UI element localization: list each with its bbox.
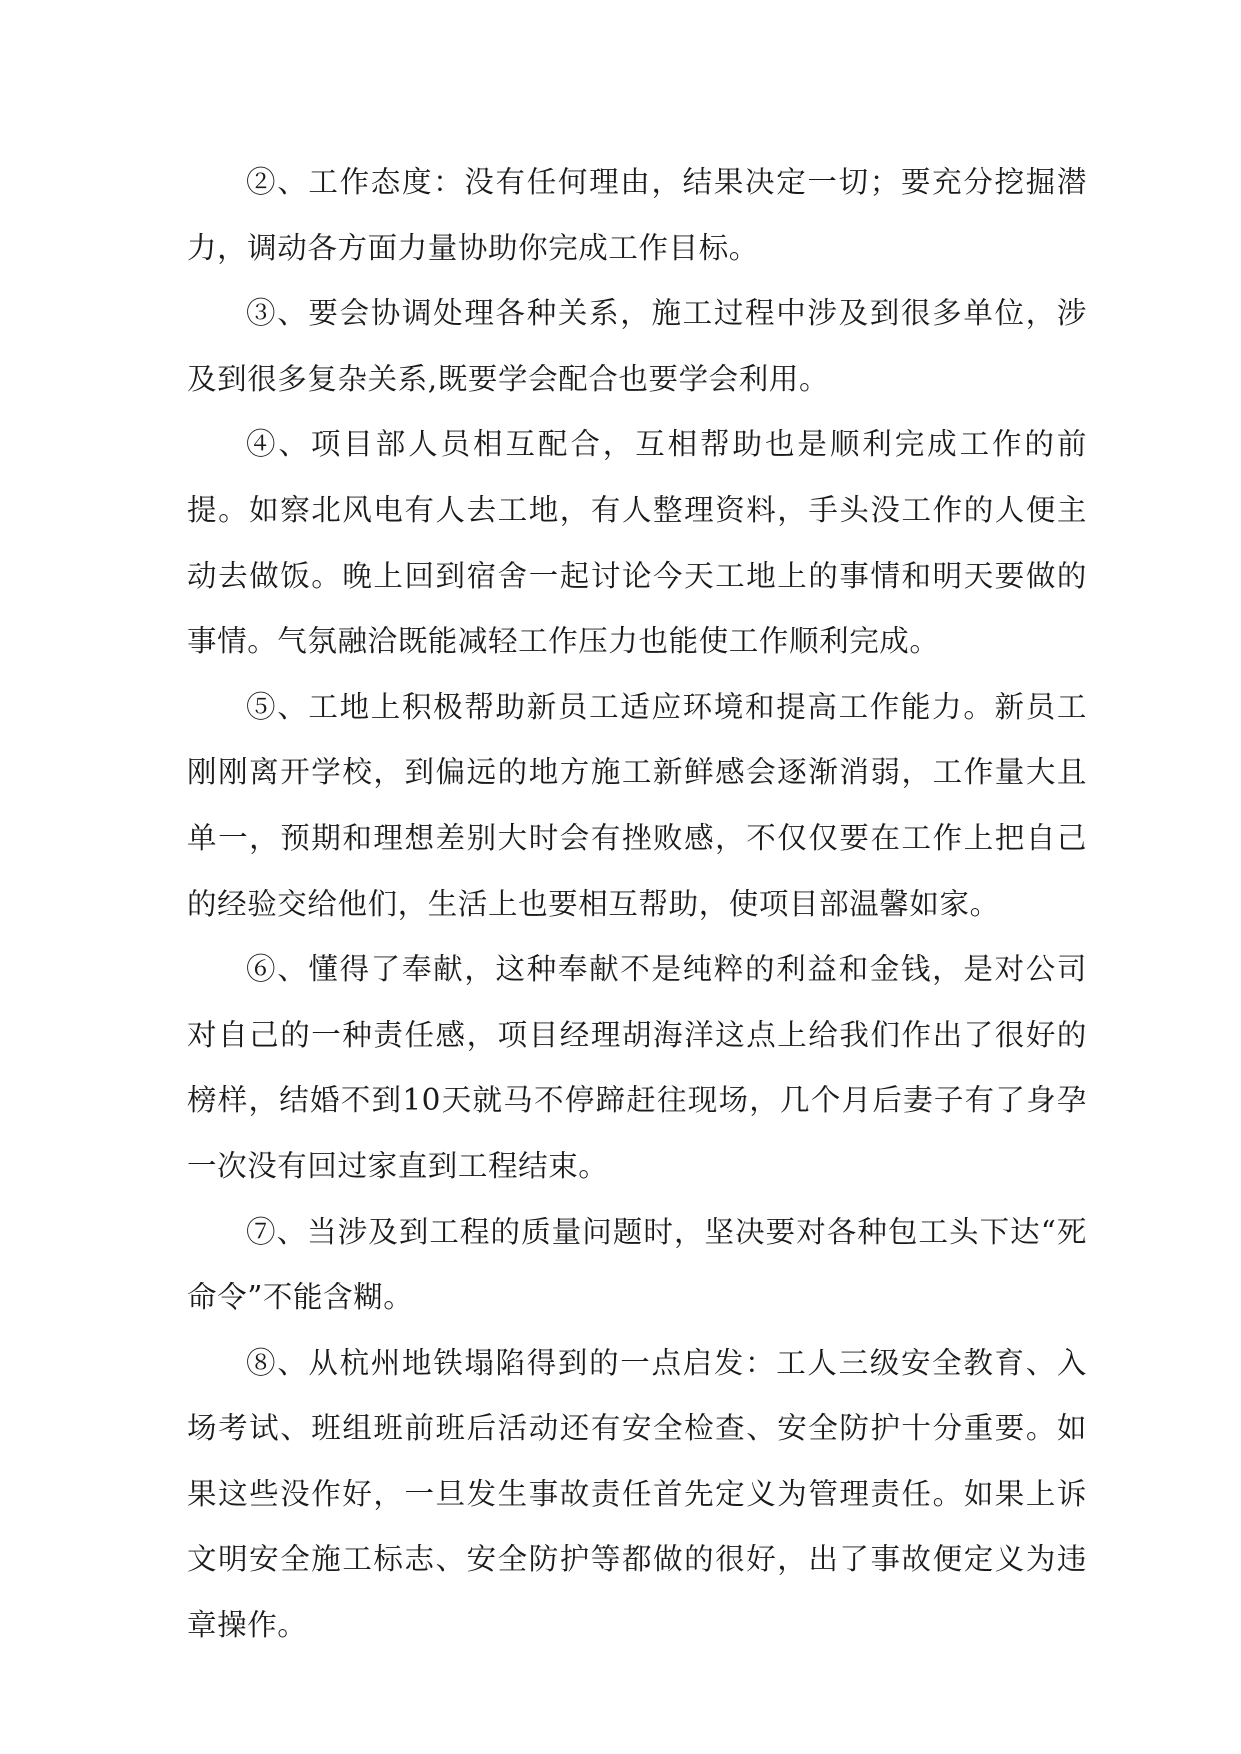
document-body	[187, 150, 1087, 1659]
paragraph-quality-issues: ⑦、当涉及到工程的质量问题时，坚决要对各种包工头下达“死命令”不能含糊。	[187, 1214, 1087, 1315]
paragraph-work-attitude: ②、工作态度：没有任何理由，结果决定一切；要充分挖掘潜力，调动各方面力量协助你完成工作目标。	[187, 165, 1087, 265]
paragraph-team-cooperation: ④、项目部人员相互配合，互相帮助也是顺利完成工作的前提。如察北风电有人去工地，有人整理资料，手头没工作的人便主动去做饭。晚上回到宿舍一起讨论今天工地上的事情和明天要做的事情。气氛融洽既能减轻工作压力也能使工作顺利完成。	[187, 427, 1087, 659]
paragraph-dedication: ⑥、懂得了奉献，这种奉献不是纯粹的利益和金钱，是对公司对自己的一种责任感，项目经理胡海洋这点上给我们作出了很好的榜样，结婚不到10天就马不停蹄赶往现场，几个月后妻子有了身孕一次没有回过家直到工程结束。	[187, 952, 1087, 1183]
paragraph-safety-lessons: ⑧、从杭州地铁塌陷得到的一点启发：工人三级安全教育、入场考试、班组班前班后活动还有安全检查、安全防护十分重要。如果这些没作好，一旦发生事故责任首先定义为管理责任。如果上诉文明安全施工标志、安全防护等都做的很好，出了事故便定义为违章操作。	[187, 1345, 1087, 1643]
paragraph-coordinate-relations: ③、要会协调处理各种关系，施工过程中涉及到很多单位，涉及到很多复杂关系,既要学会配合也要学会利用。	[187, 296, 1087, 396]
paragraph-help-new-staff: ⑤、工地上积极帮助新员工适应环境和提高工作能力。新员工刚刚离开学校，到偏远的地方施工新鲜感会逐渐消弱，工作量大且单一，预期和理想差别大时会有挫败感，不仅仅要在工作上把自己的经验交给他们，生活上也要相互帮助，使项目部温馨如家。	[187, 689, 1087, 921]
